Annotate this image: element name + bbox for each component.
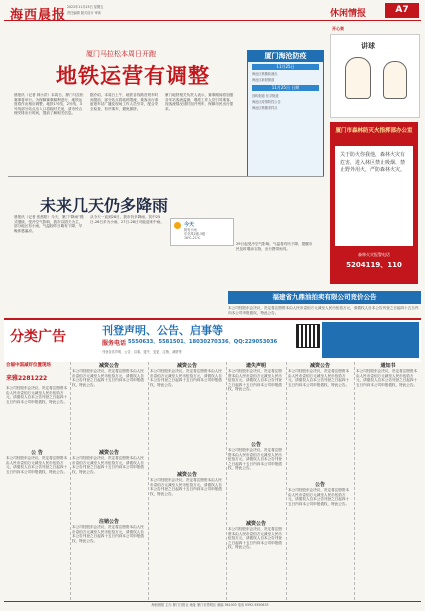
forecast-line: 阴有小雨 (184, 228, 197, 232)
classified-col-2 (72, 362, 146, 600)
notice-title: 减资公告 (176, 363, 197, 369)
lead-headline: 地铁运营有调整 (56, 64, 210, 88)
masthead-logo: 海西晨报 (10, 8, 67, 23)
right-column (324, 22, 422, 288)
notice-text: 本公司经股东会决议，决定将注册资本由人民币壹佰万元减至人民币伍拾万元，请债权人自本公告刊登之日起四十五日内向本公司申报债权，特此公告。 (228, 448, 282, 471)
info-line: 海沧区核酸检测点 (252, 72, 278, 76)
cartoon-figure-icon (345, 57, 371, 99)
notice-text: 本公司经股东会决议，决定将注册资本由人民币壹佰万元减至人民币伍拾万元，请债权人自本公告刊登之日起四十五日内向本公司申报债权，特此公告。 (6, 386, 68, 404)
notice-text: 本公司经股东会决议，决定将注册资本由人民币壹佰万元减至人民币伍拾万元，请债权人自本公告刊登之日起四十五日内向本公司申报债权，特此公告。 (150, 478, 222, 496)
notice-title: 公告 (250, 442, 261, 448)
footer-rule (4, 601, 421, 602)
info-line: 海沧区新阳街道 (252, 78, 275, 82)
notice-title: 注销公告 (98, 519, 119, 525)
notice-text: 本公司经股东会决议，决定将注册资本由人民币壹佰万元减至人民币伍拾万元，请债权人自本公告刊登之日起四十五日内向本公司申报债权，特此公告。 (6, 456, 68, 474)
column-divider (148, 362, 149, 600)
info-box-date: 11月25日 (252, 64, 319, 70)
info-highlight: 11月25日 日期 (252, 85, 319, 91)
auction-banner (228, 291, 421, 304)
lead-body-col3: 厦门地铁相关负责人表示，赛事期间将加强各车站客流监测，增派工作人员引导乘客，视客流情况适时加开列车，保障市民出行需求。 (165, 93, 234, 111)
classified-col-5 (288, 362, 352, 600)
classified-col-4 (228, 362, 284, 600)
hotline-number: 5204119、110 (346, 261, 402, 269)
notice-title: 减资公告 (309, 363, 330, 369)
notice-text: 本公司经股东会决议，决定将注册资本由人民币壹佰万元减至人民币伍拾万元，请债权人自本公告刊登之日起四十五日内向本公司申报债权，特此公告。 (72, 369, 144, 387)
masthead-date: 2022年11月25日 星期五 (67, 5, 104, 9)
notice-text: 本公司经股东会决议，决定将注册资本由人民币壹佰万元减至人民币伍拾万元，请债权人自本公告刊登之日起四十五日内向本公司申报债权，特此公告。 (288, 369, 350, 387)
notice-title: 通知书 (380, 363, 396, 369)
weather-body-col2: 从今天一直到28日，我市仍多降雨，其中25日-26日多为小雨，27日-28日可能迎来中雨。 (90, 215, 164, 224)
promo-box (330, 122, 418, 284)
promo-title: 厦门市森林防灭火指挥部办公室 (335, 128, 413, 134)
notice-heading-2: 来雅2281222 (6, 375, 48, 382)
humor-label: 开心果 (332, 26, 344, 31)
masthead (0, 0, 425, 22)
column-divider (226, 362, 227, 600)
cartoon-caption: 讲球 (361, 42, 375, 50)
promo-body-panel (335, 146, 413, 246)
lead-body-col2: 据介绍，本周日上午，地铁各线路首班车时间提前，部分站点将临时限流，乘客出行请留意车站广播及现场工作人员引导，配合安全检查，有序乘车，避免拥挤。 (90, 93, 159, 111)
notice-text: 本公司经股东会决议，决定将注册资本由人民币壹佰万元减至人民币伍拾万元，请债权人自本公告刊登之日起四十五日内向本公司申报债权，特此公告。 (72, 456, 144, 474)
notice-title: 减资公告 (245, 521, 266, 527)
forecast-line: 东北风2级-3级 (184, 232, 206, 236)
lead-kicker: 厦门马拉松本周日开跑 (86, 50, 156, 58)
classified-col-3 (150, 362, 224, 600)
info-box-title: 厦门海沧防疫 (248, 51, 323, 62)
section-name: 休闲情报 (330, 9, 367, 19)
weather-badge: 今天 (184, 222, 195, 228)
notice-heading: 合福中国减好位置现场 (6, 363, 51, 368)
weather-headline: 未来几天仍多降雨 (40, 196, 169, 215)
story-divider (8, 176, 324, 177)
notice-text: 本公司经股东会决议，决定将注册资本由人民币壹佰万元减至人民币伍拾万元，请债权人自本公告刊登之日起四十五日内向本公司申报债权，特此公告。 (228, 369, 282, 392)
page-number: A7 (395, 5, 409, 15)
promo-body: 关于防火你我他，森林火灾有危害，进入林区禁止吸烟、禁止野外用火，严防森林火灾。 (340, 152, 406, 173)
auction-body: 本公司经股东会决议，决定将注册资本由人民币壹佰万元减至人民币伍拾万元，请债权人自本公告刊登之日起四十五日内向本公司申报债权，特此公告。 (228, 306, 419, 315)
notice-text: 本公司经股东会决议，决定将注册资本由人民币壹佰万元减至人民币伍拾万元，请债权人自本公告刊登之日起四十五日内向本公司申报债权，特此公告。 (228, 527, 282, 550)
notice-title: 公告 (314, 482, 325, 488)
notice-text: 本公司经股东会决议，决定将注册资本由人民币壹佰万元减至人民币伍拾万元，请债权人自本公告刊登之日起四十五日内向本公司申报债权，特此公告。 (288, 488, 350, 506)
info-line: 海沧区核酸采样点 (252, 106, 278, 110)
classified-col-6 (356, 362, 420, 600)
column-divider (70, 362, 71, 600)
info-line: 海沧区疫情防控公告 (252, 100, 281, 104)
notice-title: 减资公告 (98, 450, 119, 456)
info-box (247, 50, 324, 177)
phone-label: 服务电话 (102, 340, 127, 347)
column-divider (354, 362, 355, 600)
lead-body-col1: 晨报讯（记者 林小洪）本周日，厦门马拉松赛事将举行。为保障赛事顺利进行，地铁运营将作出相应调整，地铁1号线、2号线、3号线部分站点出入口将临时关闭，请市民合理安排出行时间，提前了解相关信息。 (14, 93, 84, 116)
notice-text: 本公司经股东会决议，决定将注册资本由人民币壹佰万元减至人民币伍拾万元，请债权人自本公告刊登之日起四十五日内向本公司申报债权，特此公告。 (72, 525, 144, 543)
masthead-rule (4, 20, 421, 21)
notice-title: 减资公告 (176, 472, 197, 478)
cartoon-image (330, 34, 420, 118)
notice-title: 减资公告 (98, 363, 119, 369)
forecast-line: 16℃-21℃ (184, 236, 201, 240)
masthead-editor: 责任编辑 版式设计 审读 (67, 11, 101, 15)
classified-note: 刊登各类声明、公告、启事，遗失、变更、注销、减资等 (102, 350, 182, 354)
page-number-badge (385, 3, 419, 18)
weather-body-col3: 29日起受冷空气影响，气温将有所下降，提醒市民及时增添衣物，出行携带雨具。 (236, 242, 313, 251)
qr-code-icon (296, 324, 320, 348)
classified-header (4, 318, 421, 362)
notice-text: 本公司经股东会决议，决定将注册资本由人民币壹佰万元减至人民币伍拾万元，请债权人自本公告刊登之日起四十五日内向本公司申报债权，特此公告。 (150, 369, 222, 387)
auction-banner-text: 福建省九鼎油拍卖有限公司竞价公告 (272, 293, 377, 301)
classified-section-title: 刊登声明、公告、启事等 (102, 324, 223, 337)
blue-info-strip (322, 322, 419, 358)
classified-title: 分类广告 (10, 329, 66, 345)
phone-numbers: 5550633、5581501、18030270336、QQ:229053036 (128, 339, 278, 345)
weather-forecast-box (170, 218, 234, 246)
info-line: 嵩屿街道 东孚街道 (252, 94, 279, 98)
classified-col-1 (6, 362, 68, 600)
footer-text: 海西晨报 主办 厦门日报社 地址 厦门市思明区 邮编 361003 电话 0592-5550633 (151, 603, 269, 607)
notice-text: 本公司经股东会决议，决定将注册资本由人民币壹佰万元减至人民币伍拾万元，请债权人自本公告刊登之日起四十五日内向本公司申报债权，特此公告。 (356, 369, 418, 387)
column-divider (286, 362, 287, 600)
hotline-label: 森林火灾报警电话 (358, 252, 390, 257)
cartoon-figure-icon (383, 61, 407, 99)
notice-title: 遗失声明 (245, 363, 266, 369)
weather-sun-icon (174, 222, 181, 229)
weather-body-col1: 晨报讯（记者 张晨阳）今天，厦门“降雨”模式继续，受冷空气影响，我市以阴天为主，部分地区有小雨，气温较昨日略有下降，早晚体感偏凉。 (14, 215, 84, 233)
notice-title: 公 告 (31, 450, 43, 456)
